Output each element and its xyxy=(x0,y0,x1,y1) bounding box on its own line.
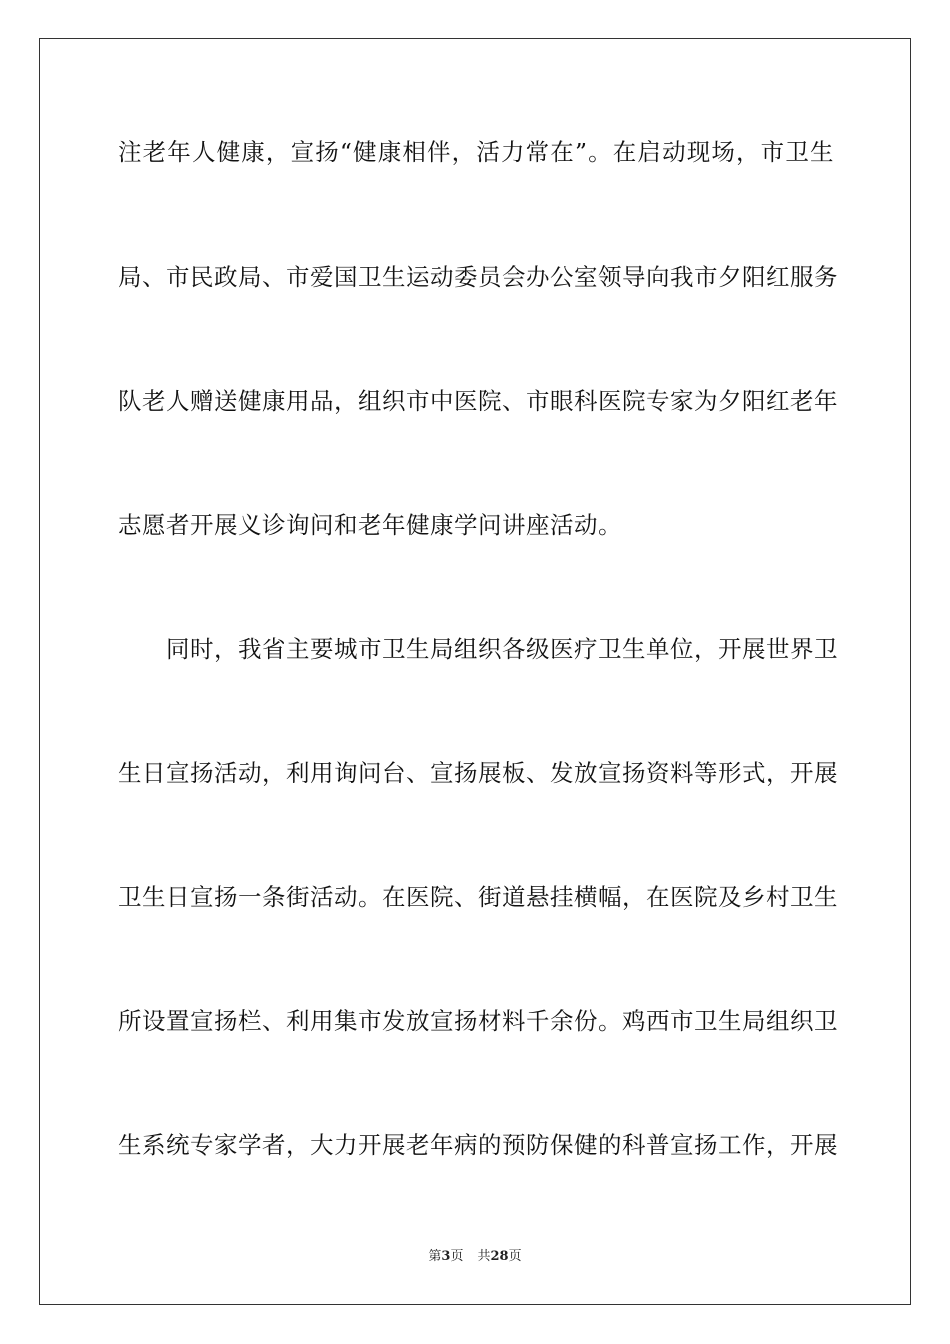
footer-page-prefix: 第 xyxy=(428,1249,442,1264)
paragraph-line: 生日宣扬活动，利用询问台、宣扬展板、发放宣扬资料等形式，开展 xyxy=(118,759,838,787)
paragraph-line: 局、市民政局、市爱国卫生运动委员会办公室领导向我市夕阳红服务 xyxy=(118,263,838,291)
paragraph-line: 注老年人健康，宣扬“健康相伴，活力常在”。在启动现场，市卫生 xyxy=(118,138,834,166)
paragraph-line: 志愿者开展义诊询问和老年健康学问讲座活动。 xyxy=(118,511,622,539)
footer-page-suffix: 页 xyxy=(450,1249,464,1264)
page-footer xyxy=(0,1249,950,1265)
paragraph-line: 所设置宣扬栏、利用集市发放宣扬材料千余份。鸡西市卫生局组织卫 xyxy=(118,1007,838,1035)
page-border xyxy=(39,38,911,1305)
footer-total-pages: 28 xyxy=(490,1249,509,1264)
paragraph-first-line: 同时，我省主要城市卫生局组织各级医疗卫生单位，开展世界卫 xyxy=(166,635,838,663)
paragraph-line: 卫生日宣扬一条街活动。在医院、街道悬挂横幅，在医院及乡村卫生 xyxy=(118,883,838,911)
footer-page-number: 3 xyxy=(441,1249,451,1264)
footer-total-prefix: 共 xyxy=(477,1249,491,1264)
paragraph-line: 生系统专家学者，大力开展老年病的预防保健的科普宣扬工作，开展 xyxy=(118,1131,838,1159)
paragraph-line: 队老人赠送健康用品，组织市中医院、市眼科医院专家为夕阳红老年 xyxy=(118,387,838,415)
footer-total-suffix: 页 xyxy=(508,1249,522,1264)
